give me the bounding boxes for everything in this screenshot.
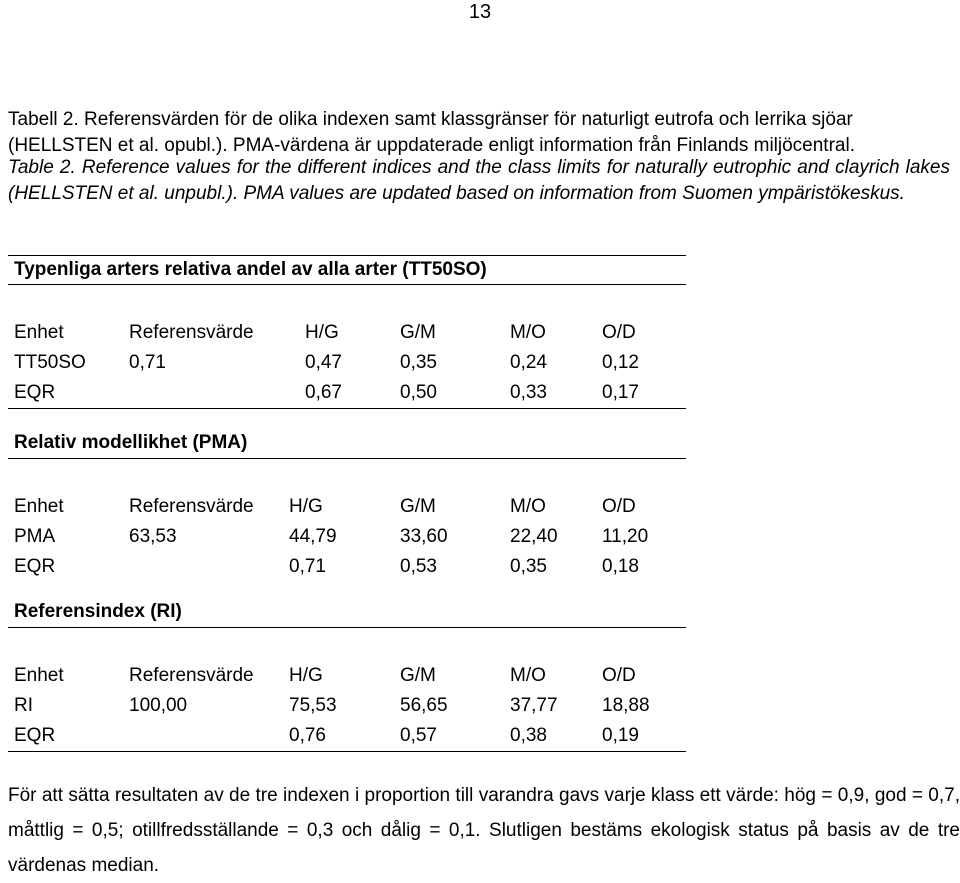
header-cell-gm: G/M <box>400 665 436 686</box>
table-cell: 18,88 <box>602 695 650 716</box>
table-cell: 0,17 <box>602 382 639 403</box>
table-cell: EQR <box>14 382 56 403</box>
header-cell-hg: H/G <box>289 496 323 517</box>
table-row <box>8 378 686 409</box>
table-cell: RI <box>14 695 33 716</box>
header-cell-od: O/D <box>602 496 636 517</box>
table-row <box>8 691 686 721</box>
table-cell: 0,18 <box>602 556 639 577</box>
table-header-row <box>8 318 686 348</box>
header-cell-referensvarde: Referensvärde <box>129 665 254 686</box>
table-cell: 0,57 <box>400 725 437 746</box>
table-caption-swedish <box>8 107 950 159</box>
table-cell: 0,71 <box>129 352 166 373</box>
table-cell: 0,50 <box>400 382 437 403</box>
header-cell-mo: M/O <box>510 322 546 343</box>
footer-paragraph: För att sätta resultaten av de tre indexen i proportion till varandra gavs varje klass ett värde: hög = 0,9, god = 0,7, måttlig = 0,5; otillfredsställande = 0,3 och dålig = 0,1. Slutligen bestäms ekologisk status på basis av de tre värdenas median. <box>8 785 960 876</box>
table-cell: EQR <box>14 556 56 577</box>
header-cell-hg: H/G <box>305 322 339 343</box>
table-caption-english <box>8 155 950 207</box>
table-row <box>8 348 686 378</box>
table-cell: 22,40 <box>510 526 558 547</box>
header-cell-hg: H/G <box>289 665 323 686</box>
table-cell: 44,79 <box>289 526 337 547</box>
header-cell-enhet: Enhet <box>14 496 64 517</box>
table-cell: TT50SO <box>14 352 86 373</box>
page-number: 13 <box>468 1 492 23</box>
header-cell-gm: G/M <box>400 322 436 343</box>
table-cell: 0,71 <box>289 556 326 577</box>
table-header-row <box>8 661 686 691</box>
table-cell: PMA <box>14 526 56 547</box>
table-cell: 0,19 <box>602 725 639 746</box>
table-row <box>8 522 686 552</box>
table-row <box>8 721 686 752</box>
header-cell-referensvarde: Referensvärde <box>129 496 254 517</box>
table-cell: 0,53 <box>400 556 437 577</box>
table-cell: 0,76 <box>289 725 326 746</box>
header-cell-od: O/D <box>602 322 636 343</box>
section-title: Typenliga arters relativa andel av alla arter (TT50SO) <box>8 255 686 285</box>
section-title: Relativ modellikhet (PMA) <box>8 429 686 459</box>
table-cell: 0,38 <box>510 725 547 746</box>
table-cell: 0,35 <box>400 352 437 373</box>
table-header-row <box>8 492 686 522</box>
table-cell: 0,35 <box>510 556 547 577</box>
table-cell: 0,47 <box>305 352 342 373</box>
table-row <box>8 552 686 582</box>
caption-sv-text: Tabell 2. Referensvärden för de olika indexen samt klassgränser för naturligt eutrofa och lerrika sjöar (HELLSTEN et al. opubl.). PMA-värdena är uppdaterade enligt information från Finlands miljöcentral. <box>8 109 855 156</box>
table-cell: EQR <box>14 725 56 746</box>
header-cell-mo: M/O <box>510 496 546 517</box>
header-cell-gm: G/M <box>400 496 436 517</box>
header-cell-enhet: Enhet <box>14 665 64 686</box>
header-cell-od: O/D <box>602 665 636 686</box>
table-body <box>8 661 686 752</box>
header-cell-referensvarde: Referensvärde <box>129 322 254 343</box>
table-body <box>8 492 686 582</box>
table-cell: 11,20 <box>602 526 649 547</box>
table-cell: 75,53 <box>289 695 337 716</box>
table-cell: 0,12 <box>602 352 639 373</box>
table-section-tt50so <box>8 255 686 409</box>
table-cell: 0,24 <box>510 352 547 373</box>
table-cell: 0,33 <box>510 382 547 403</box>
table-cell: 100,00 <box>129 695 188 716</box>
table-section-ri <box>8 598 686 752</box>
table-cell: 37,77 <box>510 695 558 716</box>
table-section-pma <box>8 429 686 582</box>
header-cell-enhet: Enhet <box>14 322 64 343</box>
table-cell: 63,53 <box>129 526 177 547</box>
caption-en-text: Table 2. Reference values for the different indices and the class limits for naturally eutrophic and clayrich lakes (HELLSTEN et al. unpubl.). PMA values are updated based on information from Suomen ympäristökeskus. <box>8 157 950 204</box>
table-body <box>8 318 686 409</box>
header-cell-mo: M/O <box>510 665 546 686</box>
table-cell: 56,65 <box>400 695 448 716</box>
table-cell: 33,60 <box>400 526 448 547</box>
table-cell: 0,67 <box>305 382 342 403</box>
section-title: Referensindex (RI) <box>8 598 686 628</box>
